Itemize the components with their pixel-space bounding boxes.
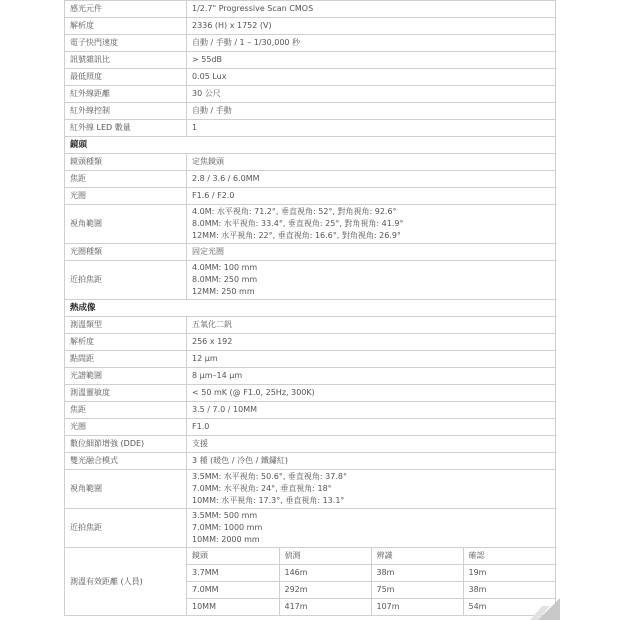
spec-label: 感光元件 [65, 1, 187, 18]
spec-label: 光圈 [65, 188, 187, 205]
spec-label: 視角範圍 [65, 470, 187, 509]
spec-row [65, 1, 556, 18]
spec-value: 30 公尺 [187, 86, 556, 103]
spec-row [65, 368, 556, 385]
spec-label: 視角範圍 [65, 205, 187, 244]
fov-line: 10MM: 水平視角: 17.3°, 垂直視角: 13.1° [192, 496, 345, 505]
spec-label: 光譜範圍 [65, 368, 187, 385]
focus-line: 12MM: 250 mm [192, 287, 255, 296]
range-header: 偵測 [279, 548, 371, 565]
focus-line: 8.0MM: 250 mm [192, 275, 258, 284]
spec-value [187, 470, 556, 509]
range-row [187, 582, 555, 599]
range-header: 確認 [463, 548, 555, 565]
spec-label: 焦距 [65, 171, 187, 188]
range-cell: 7.0MM [187, 582, 279, 599]
section-header-thermal [65, 300, 556, 317]
spec-row [65, 436, 556, 453]
spec-label: 雙光融合模式 [65, 453, 187, 470]
range-header: 鏡頭 [187, 548, 279, 565]
spec-value: > 55dB [187, 52, 556, 69]
range-cell: 417m [279, 599, 371, 616]
spec-row [65, 419, 556, 436]
spec-row [65, 171, 556, 188]
spec-label: 光圈種類 [65, 244, 187, 261]
spec-row [65, 154, 556, 171]
focus-line: 3.5MM: 500 mm [192, 511, 258, 520]
range-cell: 10MM [192, 602, 216, 611]
spec-row [65, 86, 556, 103]
spec-value: 12 μm [187, 351, 556, 368]
spec-row [65, 509, 556, 548]
spec-label: 數位細節增強 (DDE) [65, 436, 187, 453]
spec-row [65, 120, 556, 137]
spec-label: 光圈 [65, 419, 187, 436]
spec-row [65, 453, 556, 470]
fov-line: 4.0M: 水平視角: 71.2°, 垂直視角: 52°, 對角視角: 92.6° [192, 207, 397, 216]
range-cell: 146m [279, 565, 371, 582]
range-cell: 38m [463, 582, 555, 599]
spec-value: 定焦鏡頭 [187, 154, 556, 171]
spec-label: 電子快門速度 [65, 35, 187, 52]
spec-row [65, 351, 556, 368]
spec-row [65, 402, 556, 419]
spec-value: 五氧化二釩 [187, 317, 556, 334]
spec-table [64, 0, 556, 616]
focus-line: 10MM: 2000 mm [192, 535, 260, 544]
spec-value: 固定光圈 [187, 244, 556, 261]
fov-line: 12MM: 水平視角: 22°, 垂直視角: 16.6°, 對角視角: 26.9° [192, 231, 401, 240]
range-row [187, 599, 555, 616]
focus-line: 4.0MM: 100 mm [192, 263, 258, 272]
spec-row [65, 244, 556, 261]
range-cell: 19m [463, 565, 555, 582]
spec-value: < 50 mK (@ F1.0, 25Hz, 300K) [187, 385, 556, 402]
spec-value: 2336 (H) x 1752 (V) [187, 18, 556, 35]
spec-label: 近拍焦距 [65, 261, 187, 300]
spec-value: 3.5 / 7.0 / 10MM [187, 402, 556, 419]
spec-value: 2.8 / 3.6 / 6.0MM [187, 171, 556, 188]
spec-value: 支援 [187, 436, 556, 453]
range-subtable-cell [187, 548, 556, 616]
spec-value: 自動 / 手動 [187, 103, 556, 120]
spec-value: 1/2.7" Progressive Scan CMOS [187, 1, 556, 18]
spec-value: F1.6 / F2.0 [187, 188, 556, 205]
spec-label: 測溫類型 [65, 317, 187, 334]
spec-row [65, 334, 556, 351]
range-subtable [187, 548, 555, 615]
focus-line: 7.0MM: 1000 mm [192, 523, 263, 532]
range-header-row [187, 548, 555, 565]
spec-sheet [64, 0, 556, 616]
spec-label: 訊號雜訊比 [65, 52, 187, 69]
spec-label: 測溫有效距離 (人員) [65, 548, 187, 616]
spec-row [65, 35, 556, 52]
spec-value: 0.05 Lux [187, 69, 556, 86]
spec-value: F1.0 [187, 419, 556, 436]
spec-value: 256 x 192 [187, 334, 556, 351]
spec-label: 鏡頭種類 [65, 154, 187, 171]
spec-label: 最低照度 [65, 69, 187, 86]
range-cell: 38m [371, 565, 463, 582]
spec-row [65, 470, 556, 509]
spec-label: 解析度 [65, 334, 187, 351]
spec-row [65, 317, 556, 334]
spec-value: 1 [187, 120, 556, 137]
watermark-corner-graphic [520, 598, 560, 620]
spec-value: 8 μm–14 μm [187, 368, 556, 385]
range-cell: 54m [463, 599, 555, 616]
fov-line: 3.5MM: 水平視角: 50.6°, 垂直視角: 37.8° [192, 472, 347, 481]
spec-label: 近拍焦距 [65, 509, 187, 548]
section-header-lens [65, 137, 556, 154]
spec-row [65, 205, 556, 244]
section-title: 鏡頭 [65, 137, 556, 154]
range-cell: 3.7MM [187, 565, 279, 582]
spec-row [65, 103, 556, 120]
range-row [187, 565, 555, 582]
spec-label: 解析度 [65, 18, 187, 35]
fov-line: 7.0MM: 水平視角: 24°, 垂直視角: 18° [192, 484, 332, 493]
spec-value [187, 509, 556, 548]
spec-label: 焦距 [65, 402, 187, 419]
spec-row [65, 261, 556, 300]
range-cell: 292m [279, 582, 371, 599]
spec-row-range [65, 548, 556, 616]
spec-label: 紅外線距離 [65, 86, 187, 103]
spec-row [65, 18, 556, 35]
range-cell: 107m [371, 599, 463, 616]
spec-label: 紅外線控制 [65, 103, 187, 120]
spec-row [65, 188, 556, 205]
spec-label: 點間距 [65, 351, 187, 368]
spec-row [65, 52, 556, 69]
range-header: 辨識 [371, 548, 463, 565]
spec-row [65, 385, 556, 402]
fov-line: 8.0MM: 水平視角: 33.4°, 垂直視角: 25°, 對角視角: 41.9° [192, 219, 404, 228]
spec-label: 紅外線 LED 數量 [65, 120, 187, 137]
spec-value: 自動 / 手動 / 1 – 1/30,000 秒 [187, 35, 556, 52]
spec-label: 測溫靈敏度 [65, 385, 187, 402]
section-title: 熱成像 [65, 300, 556, 317]
spec-row [65, 69, 556, 86]
spec-value [187, 205, 556, 244]
range-cell: 75m [371, 582, 463, 599]
spec-value [187, 261, 556, 300]
spec-value: 3 種 (暖色 / 冷色 / 鐵鏽紅) [187, 453, 556, 470]
